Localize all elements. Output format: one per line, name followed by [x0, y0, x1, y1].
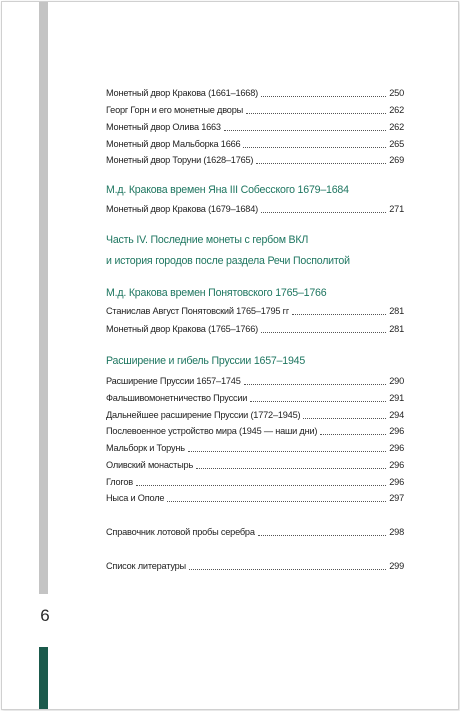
toc-entry: Монетный двор Олива 1663 262 — [106, 122, 404, 132]
toc-entry: Монетный двор Кракова (1765–1766) 281 — [106, 324, 404, 334]
toc-entry: Дальнейшее расширение Пруссии (1772–1945) 294 — [106, 410, 404, 420]
toc-entry: Монетный двор Торуни (1628–1765) 269 — [106, 155, 404, 165]
toc-entry: Расширение Пруссии 1657–1745 290 — [106, 376, 404, 386]
book-page — [1, 1, 459, 710]
toc-entry: Монетный двор Кракова (1661–1668) 250 — [106, 88, 404, 98]
toc-entry: Список литературы 299 — [106, 561, 404, 571]
section-heading: М.д. Кракова времен Понятовского 1765–1766 — [106, 287, 327, 299]
margin-accent-bar — [39, 647, 48, 709]
section-heading: М.д. Кракова времен Яна III Собесского 1679–1684 — [106, 184, 349, 196]
toc-entry: Глогов 296 — [106, 477, 404, 487]
toc-entry: Справочник лотовой пробы серебра 298 — [106, 527, 404, 537]
part-heading: Часть IV. Последние монеты с гербом ВКЛ — [106, 234, 309, 246]
page-number: 6 — [40, 606, 50, 625]
toc-entry: Фальшивомонетничество Пруссии 291 — [106, 393, 404, 403]
toc-entry: Ныса и Ополе 297 — [106, 493, 404, 503]
toc-entry: Оливский монастырь 296 — [106, 460, 404, 470]
margin-gray-bar — [39, 2, 48, 594]
part-heading: и история городов после раздела Речи Посполитой — [106, 255, 350, 267]
toc-entry: Станислав Август Понятовский 1765–1795 гг 281 — [106, 306, 404, 316]
toc-entry: Монетный двор Мальборка 1666 265 — [106, 139, 404, 149]
section-heading: Расширение и гибель Пруссии 1657–1945 — [106, 355, 306, 367]
toc-entry: Георг Горн и его монетные дворы 262 — [106, 105, 404, 115]
toc-entry: Послевоенное устройство мира (1945 — наши дни) 296 — [106, 426, 404, 436]
toc-entry: Мальборк и Торунь 296 — [106, 443, 404, 453]
toc-entry: Монетный двор Кракова (1679–1684) 271 — [106, 204, 404, 214]
